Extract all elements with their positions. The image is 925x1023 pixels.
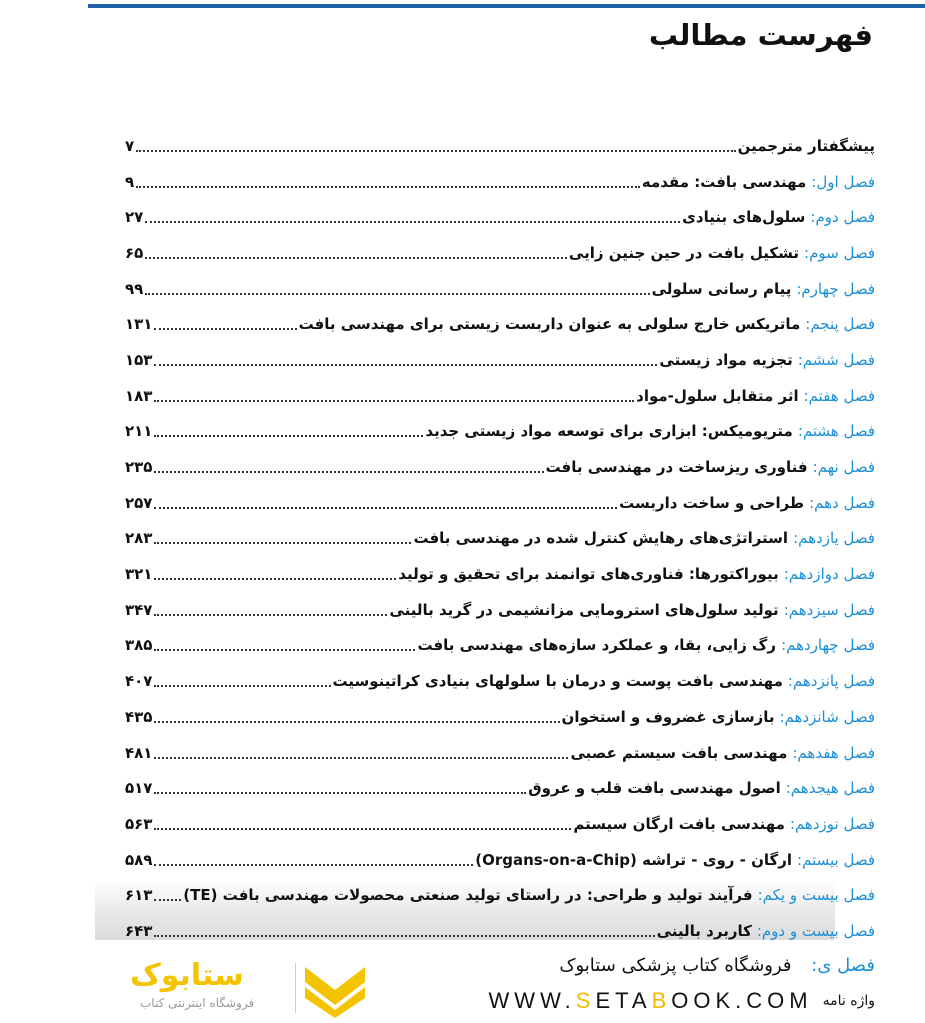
chapter-label: فصل بیست و دوم: xyxy=(756,921,875,940)
toc-entry[interactable] xyxy=(125,128,875,164)
page-number: ۵۱۷ xyxy=(125,779,153,798)
chapter-label: فصل اول: xyxy=(811,172,875,191)
dot-leader xyxy=(154,711,559,723)
store-name: فروشگاه کتاب پزشکی ستابوک xyxy=(559,955,792,976)
toc-entry[interactable] xyxy=(125,521,875,557)
page-number: ۳۲۱ xyxy=(125,565,153,584)
page-number: ۳۴۷ xyxy=(125,600,153,619)
chevron-logo-icon xyxy=(305,962,365,1018)
toc-entry[interactable] xyxy=(125,306,875,342)
setabook-logo xyxy=(130,958,370,1020)
chapter-title: مهندسی بافت: مقدمه xyxy=(641,172,807,191)
page-number: ۳۸۵ xyxy=(125,636,153,655)
chapter-label: فصل چهاردهم: xyxy=(781,636,875,655)
chapter-title: کاربرد بالینی xyxy=(656,921,752,940)
page-number: ۱۳۱ xyxy=(125,315,153,334)
chapter-label: فصل هفتم: xyxy=(803,386,875,405)
page-number: ۹ xyxy=(125,172,135,191)
page-number: ۲۸۳ xyxy=(125,529,153,548)
chapter-label: فصل نوزدهم: xyxy=(789,814,875,833)
toc-entry[interactable] xyxy=(125,449,875,485)
logo-divider xyxy=(295,963,296,1013)
chapter-label: فصل دهم: xyxy=(809,493,875,512)
chapter-label: فصل بیست و یکم: xyxy=(757,886,875,905)
dot-leader xyxy=(154,425,423,437)
dot-leader xyxy=(154,461,543,473)
chapter-label: فصل دوازدهم: xyxy=(783,565,875,584)
toc-entry[interactable] xyxy=(125,806,875,842)
chapter-label: فصل سیزدهم: xyxy=(783,600,875,619)
dot-leader xyxy=(154,889,181,901)
url-part: B xyxy=(651,988,672,1013)
chapter-title: اصول مهندسی بافت قلب و عروق xyxy=(528,779,781,798)
chapter-title: ماتریکس خارج سلولی به عنوان داربست زیستی برای مهندسی بافت xyxy=(298,315,801,334)
chapter-label: فصل هشتم: xyxy=(797,422,875,441)
toc-entry[interactable] xyxy=(125,414,875,450)
top-rule xyxy=(88,4,925,8)
chapter-title: مهندسی بافت پوست و درمان با سلولهای بنیادی کراتینوسیت xyxy=(332,672,783,691)
chapter-title: بیوراکتورها: فناوری‌های توانمند برای تحقیق و تولید xyxy=(398,565,779,584)
chapter-label: فصل ی: xyxy=(811,955,875,976)
footer-line-1 xyxy=(559,955,875,976)
dot-leader xyxy=(136,176,640,188)
dot-leader xyxy=(154,675,330,687)
page-number: ۷ xyxy=(125,136,135,155)
page-number: ۴۰۷ xyxy=(125,672,153,691)
dot-leader xyxy=(154,497,617,509)
toc-entry[interactable] xyxy=(125,628,875,664)
chapter-label: فصل پنجم: xyxy=(805,315,875,334)
chapter-label: فصل هفدهم: xyxy=(792,743,875,762)
toc-entry[interactable] xyxy=(125,592,875,628)
chapter-title: بازسازی غضروف و استخوان xyxy=(561,707,775,726)
toc-entry[interactable] xyxy=(125,485,875,521)
footer-line-2 xyxy=(489,988,875,1014)
chapter-title: تشکیل بافت در حین جنین زایی xyxy=(568,243,800,262)
toc-entry[interactable] xyxy=(125,342,875,378)
page-number: ۲۵۷ xyxy=(125,493,153,512)
chapter-label: فصل سوم: xyxy=(804,243,875,262)
page-number: ۲۳۵ xyxy=(125,458,153,477)
toc-entry[interactable] xyxy=(125,842,875,878)
page-number: ۵۸۹ xyxy=(125,850,153,869)
dot-leader xyxy=(154,604,387,616)
toc-entry[interactable] xyxy=(125,378,875,414)
dot-leader xyxy=(145,247,567,259)
chapter-label: فصل هیجدهم: xyxy=(785,779,875,798)
url-part: OOK.COM xyxy=(671,988,813,1013)
dot-leader xyxy=(154,782,526,794)
page-number: ۶۴۳ xyxy=(125,921,153,940)
chapter-title: استراتژی‌های رهایش کنترل شده در مهندسی بافت xyxy=(413,529,789,548)
dot-leader xyxy=(145,283,649,295)
chapter-title: پیشگفتار مترجمین xyxy=(737,136,875,155)
chapter-title: رگ زایی، بقا، و عملکرد سازه‌های مهندسی بافت xyxy=(417,636,777,655)
dot-leader xyxy=(145,211,680,223)
chapter-title: مهندسی بافت سیستم عصبی xyxy=(570,743,788,762)
toc-entry[interactable] xyxy=(125,770,875,806)
chapter-label: فصل یازدهم: xyxy=(793,529,875,548)
page-number: ۲۷ xyxy=(125,208,144,227)
dot-leader xyxy=(154,568,396,580)
chapter-title: تولید سلول‌های استرومایی مزانشیمی در گرید بالینی xyxy=(389,600,779,619)
page-number: ۶۵ xyxy=(125,243,144,262)
chapter-title: سلول‌های بنیادی xyxy=(682,208,806,227)
dot-leader xyxy=(154,354,657,366)
toc-entry[interactable] xyxy=(125,913,875,949)
dot-leader xyxy=(136,140,735,152)
toc-entry[interactable] xyxy=(125,199,875,235)
page-number: ۲۱۱ xyxy=(125,422,153,441)
chapter-title: متریومیکس: ابزاری برای توسعه مواد زیستی جدید xyxy=(425,422,793,441)
chapter-label: فصل نهم: xyxy=(812,458,875,477)
url-part: WWW. xyxy=(488,988,576,1013)
logo-subtitle: فروشگاه اینترنتی کتاب xyxy=(140,996,255,1010)
page-number: ۵۶۳ xyxy=(125,814,153,833)
chapter-title: پیام رسانی سلولی xyxy=(651,279,792,298)
dot-leader xyxy=(154,390,634,402)
toc-entry[interactable] xyxy=(125,877,875,913)
toc-entry[interactable] xyxy=(125,556,875,592)
chapter-label: فصل شانزدهم: xyxy=(779,707,875,726)
chapter-title: اثر متقابل سلول-مواد xyxy=(636,386,799,405)
page-number: ۱۵۳ xyxy=(125,350,153,369)
toc-entry[interactable] xyxy=(125,164,875,200)
page-number: ۴۸۱ xyxy=(125,743,153,762)
glossary-label: واژه نامه xyxy=(822,993,875,1009)
page-number: ۶۱۳ xyxy=(125,886,153,905)
dot-leader xyxy=(154,318,296,330)
chapter-label: فصل دوم: xyxy=(810,208,875,227)
dot-leader xyxy=(154,854,473,866)
toc-entry[interactable] xyxy=(125,735,875,771)
toc-entry[interactable] xyxy=(125,235,875,271)
chapter-title: فناوری ریزساخت در مهندسی بافت xyxy=(545,458,808,477)
toc-list xyxy=(125,128,875,949)
page-number: ۹۹ xyxy=(125,279,144,298)
dot-leader xyxy=(154,639,415,651)
dot-leader xyxy=(154,747,568,759)
logo-brand: ستابوک xyxy=(130,958,244,993)
chapter-title: ارگان - روی - تراشه (Organs-on-a-Chip) xyxy=(475,850,793,869)
toc-entry[interactable] xyxy=(125,271,875,307)
chapter-title: فرآیند تولید و طراحی: در راستای تولید صنعتی محصولات مهندسی بافت (TE) xyxy=(183,886,753,905)
toc-entry[interactable] xyxy=(125,699,875,735)
toc-entry[interactable] xyxy=(125,663,875,699)
url-part: S xyxy=(575,988,596,1013)
url-part: ETA xyxy=(595,988,652,1013)
chapter-title: طراحی و ساخت داربست xyxy=(619,493,805,512)
chapter-title: تجزیه مواد زیستی xyxy=(659,350,793,369)
dot-leader xyxy=(154,532,411,544)
store-url[interactable] xyxy=(489,988,813,1014)
page-number: ۱۸۳ xyxy=(125,386,153,405)
chapter-title: مهندسی بافت ارگان سیستم xyxy=(573,814,785,833)
chapter-label: فصل پانزدهم: xyxy=(787,672,875,691)
page-number: ۴۳۵ xyxy=(125,707,153,726)
page-title: فهرست مطالب xyxy=(648,18,873,52)
dot-leader xyxy=(154,818,571,830)
chapter-label: فصل بیستم: xyxy=(797,850,875,869)
chapter-label: فصل چهارم: xyxy=(796,279,875,298)
dot-leader xyxy=(154,925,654,937)
chapter-label: فصل ششم: xyxy=(797,350,875,369)
